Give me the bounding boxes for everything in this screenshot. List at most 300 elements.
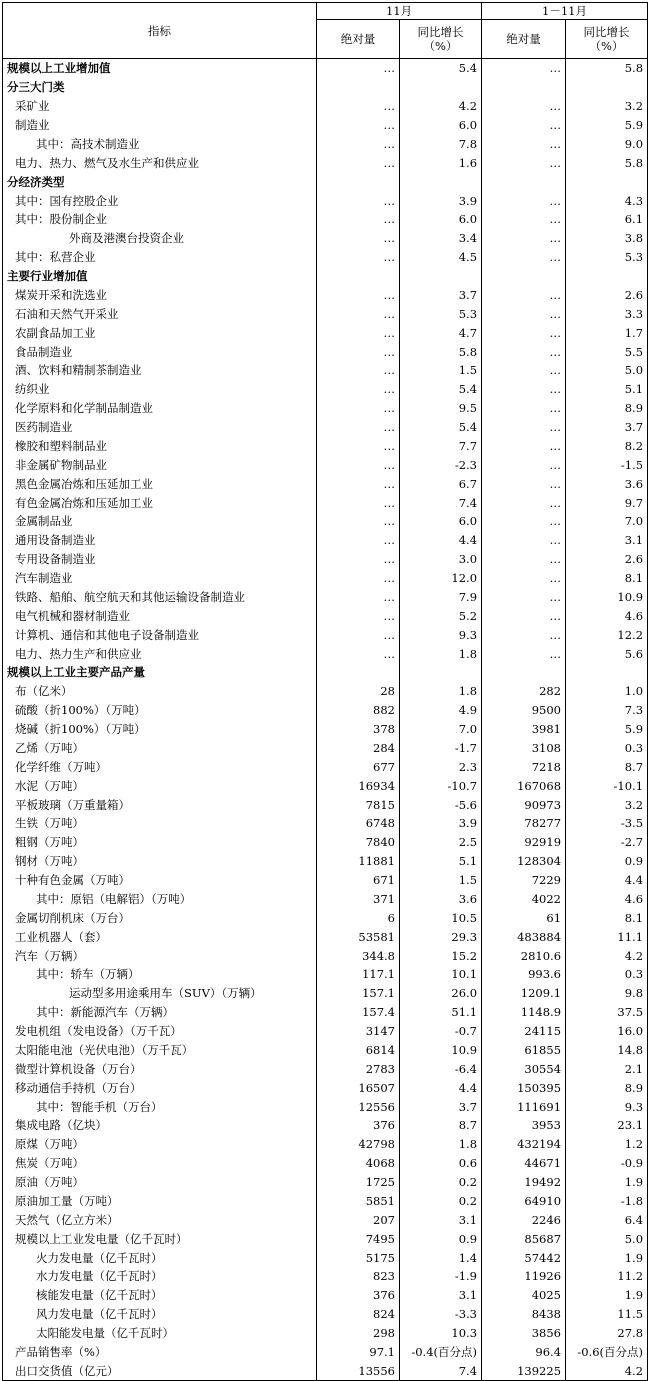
row-label: 专用设备制造业 [3, 550, 317, 569]
month-yoy-cell: 7.4 [400, 493, 482, 512]
table-row [3, 1097, 648, 1116]
section-row [3, 663, 648, 682]
ytd-yoy-cell: 11.2 [566, 1267, 648, 1286]
month-yoy-cell: 1.8 [400, 644, 482, 663]
ytd-absolute-cell: 432194 [482, 1135, 566, 1154]
month-yoy-cell: 10.9 [400, 1041, 482, 1060]
month-yoy-cell: -2.3 [400, 455, 482, 474]
table-row [3, 437, 648, 456]
row-label: 规模以上工业主要产品产量 [3, 663, 317, 682]
month-yoy-cell: 3.1 [400, 1210, 482, 1229]
month-absolute-cell: … [317, 588, 400, 607]
table-row [3, 512, 648, 531]
row-label: 集成电路（亿块） [3, 1116, 317, 1135]
row-label: 煤炭开采和洗选业 [3, 286, 317, 305]
table-row [3, 795, 648, 814]
row-label: 主要行业增加值 [3, 267, 317, 286]
ytd-absolute-cell: 44671 [482, 1154, 566, 1173]
ytd-absolute-cell: 92919 [482, 833, 566, 852]
ytd-yoy-cell: 5.5 [566, 342, 648, 361]
month-absolute-cell: 6 [317, 908, 400, 927]
month-yoy-cell: 2.5 [400, 833, 482, 852]
month-absolute-cell: … [317, 625, 400, 644]
table-row [3, 757, 648, 776]
table-row [3, 833, 648, 852]
row-label: 风力发电量（亿千瓦时） [3, 1305, 317, 1324]
row-label: 化学原料和化学制品制造业 [3, 399, 317, 418]
row-label: 天然气（亿立方米） [3, 1210, 317, 1229]
row-label: 食品制造业 [3, 342, 317, 361]
header-yoy-line2: （%） [589, 39, 624, 53]
month-yoy-cell: 4.4 [400, 531, 482, 550]
row-label: 原油（万吨） [3, 1173, 317, 1192]
month-yoy-cell [400, 267, 482, 286]
month-absolute-cell: … [317, 606, 400, 625]
row-label: 其中：国有控股企业 [3, 191, 317, 210]
month-absolute-cell: 12556 [317, 1097, 400, 1116]
ytd-absolute-cell: 96.4 [482, 1343, 566, 1362]
ytd-absolute-cell: 7218 [482, 757, 566, 776]
row-label: 通用设备制造业 [3, 531, 317, 550]
ytd-absolute-cell: … [482, 97, 566, 116]
ytd-absolute-cell: … [482, 399, 566, 418]
ytd-absolute-cell: 483884 [482, 927, 566, 946]
ytd-absolute-cell: 3953 [482, 1116, 566, 1135]
table-row [3, 229, 648, 248]
ytd-yoy-cell: 3.1 [566, 531, 648, 550]
table-row [3, 116, 648, 135]
ytd-yoy-cell: 8.9 [566, 1078, 648, 1097]
month-absolute-cell: 298 [317, 1324, 400, 1343]
month-absolute-cell: … [317, 493, 400, 512]
ytd-yoy-cell: 1.9 [566, 1286, 648, 1305]
month-yoy-cell: 8.7 [400, 1116, 482, 1135]
month-absolute-cell: 5851 [317, 1192, 400, 1211]
table-row [3, 1343, 648, 1362]
row-label: 有色金属冶炼和压延加工业 [3, 493, 317, 512]
ytd-absolute-cell: 3108 [482, 739, 566, 758]
header-yoy-line1: 同比增长 [583, 25, 630, 39]
ytd-absolute-cell: … [482, 59, 566, 78]
month-absolute-cell: 207 [317, 1210, 400, 1229]
table-row [3, 323, 648, 342]
ytd-absolute-cell: 128304 [482, 852, 566, 871]
ytd-yoy-cell: 6.1 [566, 210, 648, 229]
ytd-yoy-cell: -1.8 [566, 1192, 648, 1211]
ytd-yoy-cell: 4.3 [566, 191, 648, 210]
row-label: 分经济类型 [3, 172, 317, 191]
ytd-absolute-cell: 4025 [482, 1286, 566, 1305]
month-absolute-cell: 376 [317, 1286, 400, 1305]
ytd-absolute-cell [482, 663, 566, 682]
month-absolute-cell: … [317, 153, 400, 172]
ytd-yoy-cell: 3.6 [566, 474, 648, 493]
month-yoy-cell: 7.4 [400, 1361, 482, 1380]
table-row [3, 418, 648, 437]
month-yoy-cell [400, 663, 482, 682]
table-row [3, 210, 648, 229]
row-label: 原煤（万吨） [3, 1135, 317, 1154]
row-label: 运动型多用途乘用车（SUV）（万辆） [3, 984, 317, 1003]
ytd-yoy-cell: 3.7 [566, 418, 648, 437]
ytd-yoy-cell: 14.8 [566, 1041, 648, 1060]
ytd-yoy-cell: 5.8 [566, 153, 648, 172]
month-absolute-cell: … [317, 210, 400, 229]
month-absolute-cell: … [317, 437, 400, 456]
row-label: 分三大门类 [3, 78, 317, 97]
month-absolute-cell: … [317, 116, 400, 135]
month-absolute-cell: 677 [317, 757, 400, 776]
month-yoy-cell: 10.1 [400, 965, 482, 984]
header-month-absolute: 绝对量 [317, 20, 400, 59]
table-row [3, 927, 648, 946]
table-row [3, 946, 648, 965]
month-yoy-cell: 5.3 [400, 304, 482, 323]
ytd-absolute-cell: … [482, 474, 566, 493]
table-row [3, 550, 648, 569]
ytd-absolute-cell: … [482, 606, 566, 625]
month-yoy-cell: 3.9 [400, 814, 482, 833]
ytd-absolute-cell: 282 [482, 682, 566, 701]
table-row [3, 701, 648, 720]
month-yoy-cell [400, 78, 482, 97]
row-label: 其中：股份制企业 [3, 210, 317, 229]
table-row [3, 965, 648, 984]
ytd-absolute-cell: … [482, 418, 566, 437]
ytd-absolute-cell: … [482, 531, 566, 550]
ytd-yoy-cell: 4.2 [566, 946, 648, 965]
ytd-absolute-cell: … [482, 229, 566, 248]
ytd-yoy-cell: 5.9 [566, 116, 648, 135]
month-yoy-cell: 0.2 [400, 1192, 482, 1211]
month-yoy-cell: 4.7 [400, 323, 482, 342]
month-yoy-cell: 6.0 [400, 116, 482, 135]
month-yoy-cell: 5.4 [400, 418, 482, 437]
ytd-absolute-cell: 90973 [482, 795, 566, 814]
section-row [3, 172, 648, 191]
ytd-absolute-cell: 993.6 [482, 965, 566, 984]
month-yoy-cell: 4.9 [400, 701, 482, 720]
table-row [3, 474, 648, 493]
section-row [3, 59, 648, 78]
table-row [3, 625, 648, 644]
month-absolute-cell: … [317, 59, 400, 78]
row-label: 规模以上工业增加值 [3, 59, 317, 78]
month-absolute-cell: 42798 [317, 1135, 400, 1154]
ytd-yoy-cell: 3.2 [566, 795, 648, 814]
table-header [3, 3, 648, 59]
month-yoy-cell: 51.1 [400, 1003, 482, 1022]
table-row [3, 1022, 648, 1041]
month-yoy-cell: 7.0 [400, 720, 482, 739]
row-label: 火力发电量（亿千瓦时） [3, 1248, 317, 1267]
ytd-yoy-cell: 4.4 [566, 871, 648, 890]
table-row [3, 588, 648, 607]
ytd-absolute-cell: … [482, 380, 566, 399]
month-absolute-cell: 823 [317, 1267, 400, 1286]
row-label: 制造业 [3, 116, 317, 135]
month-yoy-cell: -10.7 [400, 776, 482, 795]
ytd-absolute-cell: … [482, 588, 566, 607]
table-row [3, 984, 648, 1003]
table-row [3, 1059, 648, 1078]
month-absolute-cell: 16934 [317, 776, 400, 795]
month-absolute-cell: 2783 [317, 1059, 400, 1078]
ytd-yoy-cell: 5.0 [566, 361, 648, 380]
month-absolute-cell: 117.1 [317, 965, 400, 984]
section-row [3, 267, 648, 286]
table-row [3, 399, 648, 418]
month-yoy-cell: 1.8 [400, 682, 482, 701]
ytd-yoy-cell: 5.1 [566, 380, 648, 399]
row-label: 原油加工量（万吨） [3, 1192, 317, 1211]
month-absolute-cell: … [317, 97, 400, 116]
table-row [3, 191, 648, 210]
ytd-absolute-cell: 85687 [482, 1229, 566, 1248]
ytd-absolute-cell: … [482, 644, 566, 663]
ytd-yoy-cell [566, 172, 648, 191]
month-yoy-cell: 7.8 [400, 135, 482, 154]
ytd-absolute-cell: … [482, 210, 566, 229]
ytd-absolute-cell: 57442 [482, 1248, 566, 1267]
section-row [3, 78, 648, 97]
ytd-absolute-cell: … [482, 116, 566, 135]
ytd-absolute-cell: … [482, 286, 566, 305]
month-yoy-cell: 1.5 [400, 361, 482, 380]
table-row [3, 890, 648, 909]
ytd-yoy-cell: -10.1 [566, 776, 648, 795]
ytd-absolute-cell: … [482, 455, 566, 474]
table-row [3, 153, 648, 172]
month-yoy-cell: 7.9 [400, 588, 482, 607]
header-ytd-absolute: 绝对量 [482, 20, 566, 59]
table-row [3, 644, 648, 663]
ytd-yoy-cell: 3.8 [566, 229, 648, 248]
month-absolute-cell: … [317, 455, 400, 474]
ytd-yoy-cell: 5.8 [566, 59, 648, 78]
ytd-yoy-cell: 8.9 [566, 399, 648, 418]
ytd-yoy-cell: 0.9 [566, 852, 648, 871]
ytd-yoy-cell: 3.3 [566, 304, 648, 323]
ytd-absolute-cell: … [482, 248, 566, 267]
month-yoy-cell: 3.9 [400, 191, 482, 210]
ytd-absolute-cell: 111691 [482, 1097, 566, 1116]
table-row [3, 776, 648, 795]
month-absolute-cell: 5175 [317, 1248, 400, 1267]
ytd-absolute-cell: 1209.1 [482, 984, 566, 1003]
ytd-absolute-cell: 78277 [482, 814, 566, 833]
row-label: 医药制造业 [3, 418, 317, 437]
month-yoy-cell: 4.5 [400, 248, 482, 267]
month-yoy-cell: 26.0 [400, 984, 482, 1003]
table-row [3, 1210, 648, 1229]
month-absolute-cell: … [317, 474, 400, 493]
row-label: 硫酸（折100%）（万吨） [3, 701, 317, 720]
month-absolute-cell: 7815 [317, 795, 400, 814]
ytd-yoy-cell: 1.0 [566, 682, 648, 701]
table-row [3, 493, 648, 512]
row-label: 农副食品加工业 [3, 323, 317, 342]
table-row [3, 1116, 648, 1135]
table-row [3, 1248, 648, 1267]
month-absolute-cell: … [317, 531, 400, 550]
month-yoy-cell [400, 172, 482, 191]
ytd-yoy-cell: 7.3 [566, 701, 648, 720]
month-absolute-cell: 157.4 [317, 1003, 400, 1022]
ytd-absolute-cell: 3981 [482, 720, 566, 739]
table-row [3, 1286, 648, 1305]
month-absolute-cell: 882 [317, 701, 400, 720]
table-row [3, 1229, 648, 1248]
ytd-absolute-cell: 19492 [482, 1173, 566, 1192]
ytd-yoy-cell: 5.3 [566, 248, 648, 267]
row-label: 石油和天然气开采业 [3, 304, 317, 323]
row-label: 金属制品业 [3, 512, 317, 531]
month-yoy-cell: 3.6 [400, 890, 482, 909]
row-label: 黑色金属冶炼和压延加工业 [3, 474, 317, 493]
ytd-yoy-cell: 9.0 [566, 135, 648, 154]
ytd-absolute-cell: 61855 [482, 1041, 566, 1060]
month-yoy-cell: 1.4 [400, 1248, 482, 1267]
month-absolute-cell: 6814 [317, 1041, 400, 1060]
table-row [3, 1154, 648, 1173]
header-month-yoy [400, 20, 482, 59]
row-label: 平板玻璃（万重量箱） [3, 795, 317, 814]
month-absolute-cell: 1725 [317, 1173, 400, 1192]
row-label: 太阳能电池（光伏电池）（万千瓦） [3, 1041, 317, 1060]
ytd-absolute-cell: … [482, 342, 566, 361]
month-yoy-cell: 9.3 [400, 625, 482, 644]
month-absolute-cell: … [317, 644, 400, 663]
row-label: 钢材（万吨） [3, 852, 317, 871]
ytd-yoy-cell: 9.3 [566, 1097, 648, 1116]
table-row [3, 1078, 648, 1097]
month-yoy-cell: -1.9 [400, 1267, 482, 1286]
month-yoy-cell: 5.1 [400, 852, 482, 871]
row-label: 微型计算机设备（万台） [3, 1059, 317, 1078]
month-absolute-cell [317, 172, 400, 191]
ytd-yoy-cell: 1.7 [566, 323, 648, 342]
month-absolute-cell: 11881 [317, 852, 400, 871]
ytd-absolute-cell: … [482, 512, 566, 531]
row-label: 其中：智能手机（万台） [3, 1097, 317, 1116]
ytd-yoy-cell: 11.1 [566, 927, 648, 946]
month-yoy-cell: 6.7 [400, 474, 482, 493]
row-label: 铁路、船舶、航空航天和其他运输设备制造业 [3, 588, 317, 607]
ytd-absolute-cell: 9500 [482, 701, 566, 720]
month-absolute-cell: … [317, 569, 400, 588]
table-row [3, 1324, 648, 1343]
table-row [3, 286, 648, 305]
ytd-yoy-cell: 1.9 [566, 1173, 648, 1192]
table-row [3, 739, 648, 758]
ytd-absolute-cell: … [482, 153, 566, 172]
month-absolute-cell: … [317, 342, 400, 361]
row-label: 发电机组（发电设备）（万千瓦） [3, 1022, 317, 1041]
row-label: 工业机器人（套） [3, 927, 317, 946]
ytd-absolute-cell: … [482, 191, 566, 210]
table-row [3, 304, 648, 323]
ytd-yoy-cell: 4.2 [566, 1361, 648, 1380]
ytd-absolute-cell: … [482, 625, 566, 644]
ytd-yoy-cell: 10.9 [566, 588, 648, 607]
row-label: 烧碱（折100%）（万吨） [3, 720, 317, 739]
month-yoy-cell: 7.7 [400, 437, 482, 456]
month-yoy-cell: -5.6 [400, 795, 482, 814]
row-label: 外商及港澳台投资企业 [3, 229, 317, 248]
row-label: 汽车（万辆） [3, 946, 317, 965]
month-absolute-cell: 7840 [317, 833, 400, 852]
month-yoy-cell: 1.8 [400, 1135, 482, 1154]
ytd-absolute-cell: … [482, 361, 566, 380]
ytd-yoy-cell: 8.7 [566, 757, 648, 776]
row-label: 太阳能发电量（亿千瓦时） [3, 1324, 317, 1343]
row-label: 粗钢（万吨） [3, 833, 317, 852]
table-row [3, 361, 648, 380]
header-yoy-line1: 同比增长 [417, 25, 464, 39]
row-label: 十种有色金属（万吨） [3, 871, 317, 890]
month-yoy-cell: 9.5 [400, 399, 482, 418]
month-yoy-cell: 10.5 [400, 908, 482, 927]
ytd-absolute-cell: 24115 [482, 1022, 566, 1041]
ytd-yoy-cell: 4.6 [566, 890, 648, 909]
ytd-yoy-cell: 7.0 [566, 512, 648, 531]
ytd-yoy-cell: 8.2 [566, 437, 648, 456]
month-yoy-cell: 6.0 [400, 210, 482, 229]
ytd-absolute-cell: … [482, 323, 566, 342]
table-row [3, 135, 648, 154]
table-row [3, 248, 648, 267]
ytd-absolute-cell: 4022 [482, 890, 566, 909]
ytd-yoy-cell: 0.3 [566, 965, 648, 984]
row-label: 纺织业 [3, 380, 317, 399]
ytd-absolute-cell: … [482, 304, 566, 323]
ytd-absolute-cell: … [482, 569, 566, 588]
ytd-yoy-cell: -3.5 [566, 814, 648, 833]
month-absolute-cell: 6748 [317, 814, 400, 833]
ytd-yoy-cell: 2.1 [566, 1059, 648, 1078]
header-yoy-line2: （%） [423, 39, 458, 53]
month-absolute-cell: … [317, 512, 400, 531]
month-yoy-cell: -0.4(百分点) [400, 1343, 482, 1362]
table-row [3, 908, 648, 927]
month-absolute-cell: … [317, 135, 400, 154]
table-row [3, 814, 648, 833]
ytd-yoy-cell: -2.7 [566, 833, 648, 852]
row-label: 电力、热力生产和供应业 [3, 644, 317, 663]
ytd-yoy-cell: 8.1 [566, 908, 648, 927]
ytd-absolute-cell: … [482, 493, 566, 512]
month-absolute-cell [317, 78, 400, 97]
month-absolute-cell: 7495 [317, 1229, 400, 1248]
ytd-absolute-cell [482, 267, 566, 286]
table-row [3, 97, 648, 116]
month-yoy-cell: 5.4 [400, 59, 482, 78]
month-absolute-cell: 3147 [317, 1022, 400, 1041]
header-period-month: 11月 [317, 3, 482, 20]
row-label: 水力发电量（亿千瓦时） [3, 1267, 317, 1286]
month-yoy-cell: -6.4 [400, 1059, 482, 1078]
ytd-absolute-cell: 61 [482, 908, 566, 927]
month-yoy-cell: 5.4 [400, 380, 482, 399]
row-label: 采矿业 [3, 97, 317, 116]
row-label: 其中：轿车（万辆） [3, 965, 317, 984]
ytd-yoy-cell: 4.6 [566, 606, 648, 625]
month-absolute-cell: … [317, 304, 400, 323]
month-absolute-cell [317, 267, 400, 286]
ytd-absolute-cell: 2810.6 [482, 946, 566, 965]
month-absolute-cell: … [317, 361, 400, 380]
